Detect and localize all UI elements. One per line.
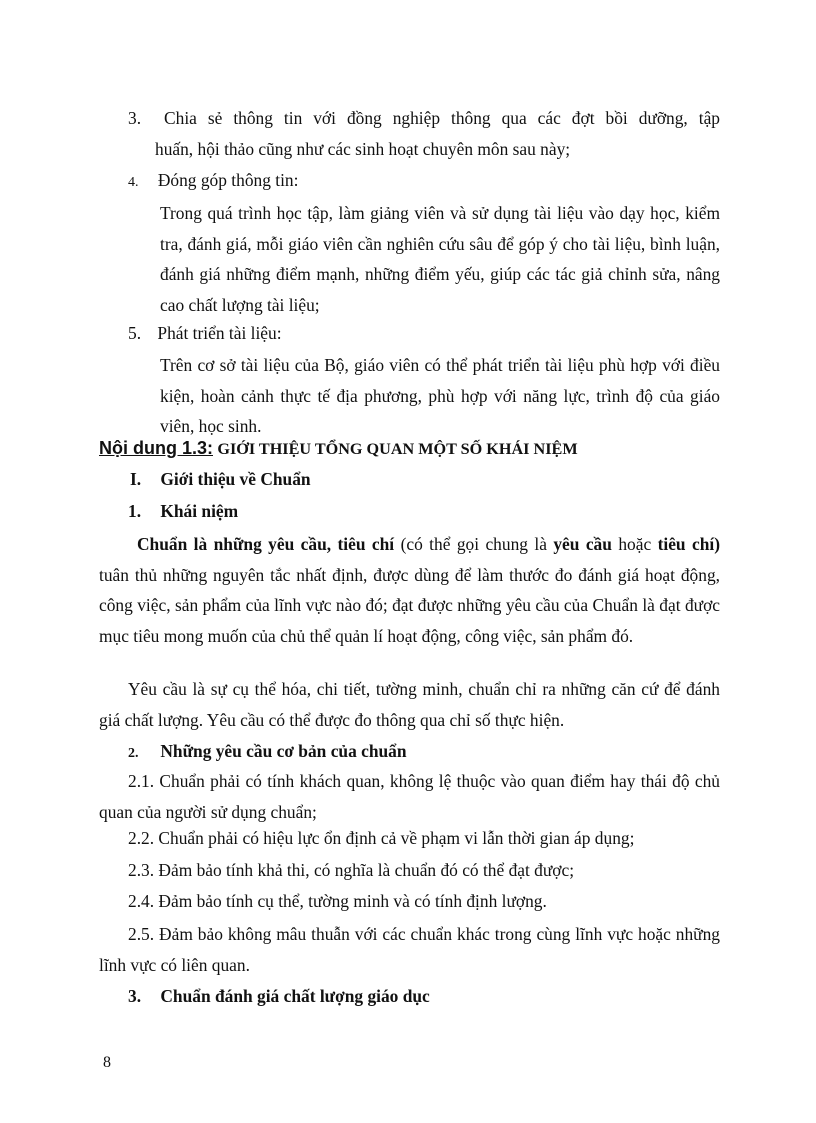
definition-paragraph xyxy=(99,529,720,651)
requirement-item: 2.3. Đảm bảo tính khả thi, có nghĩa là chuẩn đó có thể đạt được; xyxy=(128,860,575,880)
part-heading xyxy=(130,464,690,495)
subheading-title: Chuẩn đánh giá chất lượng giáo dục xyxy=(160,986,430,1006)
list-text: Chia sẻ thông tin với đồng nghiệp thông qua các đợt bồi dưỡng, tập xyxy=(164,108,720,128)
subheading-number: 2. xyxy=(128,746,139,761)
subheading-title: Những yêu cầu cơ bản của chuẩn xyxy=(160,741,407,761)
section-title: GIỚI THIỆU TỔNG QUAN MỘT SỐ KHÁI NIỆM xyxy=(217,440,578,458)
definition-term: Chuẩn là những yêu cầu, tiêu chí xyxy=(137,534,395,554)
definition-text: tuân thủ những nguyên tắc nhất định, được dùng để làm thước đo đánh giá hoạt động, công việc, sản phẩm của lĩnh vực nào đó; đạt được những yêu cầu của Chuẩn là đạt được mục tiêu mong muốn của chủ thể quản lí hoạt động, công việc, sản phẩm đó. xyxy=(99,564,720,646)
list-title: Đóng góp thông tin: xyxy=(157,170,299,190)
definition-bold: yêu cầu xyxy=(553,534,612,554)
list-text-continued: huấn, hội thảo cũng như các sinh hoạt chuyên môn sau này; xyxy=(155,138,571,159)
subheading-1 xyxy=(128,496,688,527)
definition-bold: tiêu chí) xyxy=(657,534,721,554)
list-item-5-body: Trên cơ sở tài liệu của Bộ, giáo viên có thể phát triển tài liệu phù hợp với điều kiện, hoàn cảnh thực tế địa phương, phù hợp với năng lực, trình độ của giáo viên, học sinh. xyxy=(160,355,720,436)
requirement-item: 2.4. Đảm bảo tính cụ thể, tường minh và có tính định lượng. xyxy=(128,891,547,911)
page-number: 8 xyxy=(103,1054,111,1071)
subheading-number: 1. xyxy=(128,501,142,521)
part-title: Giới thiệu về Chuẩn xyxy=(160,469,311,489)
definition-text: (có thể gọi chung là xyxy=(394,534,554,554)
list-item-3 xyxy=(128,103,720,164)
requirement-item: 2.5. Đảm bảo không mâu thuẫn với các chuẩn khác trong cùng lĩnh vực hoặc những lĩnh vực có liên quan. xyxy=(99,924,720,975)
list-item-4 xyxy=(128,165,720,199)
paragraph: Yêu cầu là sự cụ thể hóa, chi tiết, tường minh, chuẩn chỉ ra những căn cứ để đánh giá chất lượng. Yêu cầu có thể được đo thông qua chỉ số thực hiện. xyxy=(99,679,720,730)
list-title: Phát triển tài liệu: xyxy=(157,323,282,343)
list-item-5 xyxy=(128,318,720,349)
requirement-item: 2.2. Chuẩn phải có hiệu lực ổn định cả về phạm vi lẫn thời gian áp dụng; xyxy=(128,828,635,848)
requirement-item: 2.1. Chuẩn phải có tính khách quan, không lệ thuộc vào quan điểm hay thái độ chủ quan của người sử dụng chuẩn; xyxy=(99,771,720,822)
section-label: Nội dung 1.3: xyxy=(99,438,213,458)
subheading-title: Khái niệm xyxy=(160,501,239,521)
list-number: 4. xyxy=(128,175,139,190)
subheading-number: 3. xyxy=(128,986,142,1006)
list-number: 3. xyxy=(128,108,142,128)
definition-text: hoặc xyxy=(611,534,658,554)
part-number: I. xyxy=(130,469,142,489)
subheading-3 xyxy=(128,981,688,1012)
subheading-2 xyxy=(128,736,688,770)
list-number: 5. xyxy=(128,323,142,343)
list-item-4-body: Trong quá trình học tập, làm giảng viên và sử dụng tài liệu vào dạy học, kiểm tra, đánh giá, mỗi giáo viên cần nghiên cứu sâu để góp ý cho tài liệu, bình luận, đánh giá những điểm mạnh, những điểm yếu, giúp các tác giả chỉnh sửa, nâng cao chất lượng tài liệu; xyxy=(160,203,720,315)
section-heading xyxy=(99,433,739,465)
